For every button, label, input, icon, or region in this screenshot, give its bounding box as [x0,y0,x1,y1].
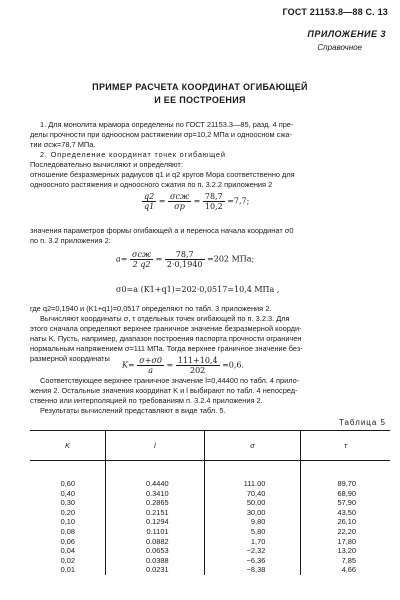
section-title-line-2: И ЕЕ ПОСТРОЕНИЯ [154,95,246,105]
paragraph-2-line-3: одноосного растяжения и одноосного сжатия по п. 3.2.2 приложения 2 [30,180,273,189]
paragraph-5-line-2: жения 2. Остальные значения координат K и l выбирают по табл. 4 непосред- [30,386,298,395]
table-header-tau: τ [301,431,390,461]
table-header-sigma: σ [204,431,301,461]
table-cell: 17,80 [301,537,390,547]
appendix-note: Справочное [317,43,362,52]
formula-a-den2: 2·0,1940 [166,260,203,269]
table-cell: 43,50 [301,508,390,518]
table-cell: 4,66 [301,565,390,575]
paragraph-1-line-1: 1. Для монолита мрамора определены по ГОСТ 21153.3—85, разд. 4 пре- [40,120,294,129]
formula-ratio-lhs-num: q2 [144,192,155,201]
table-cell: 7,85 [301,556,390,566]
formula-a: a= $\frac{\text{σсж}}{2 q2}$ = $\frac{78,7}{2\cdot 0,1940}$ =202 МПа; [116,250,255,269]
formula-ratio-mid-den: σр [174,202,185,211]
formula-a-result: =202 МПа; [207,254,255,264]
paragraph-4-line-4: наты K. Пусть, например, диапазон построения паспорта прочности ограничен [30,334,302,343]
formula-ratio-rhs-den: 10,2 [204,202,223,211]
formula-a-den1: 2 q2 [132,260,151,269]
table-row [30,489,390,499]
paragraph-4-line-2: Вычисляют координаты σ, τ отдельных точек огибающей по п. 3.2.3. Для [40,314,290,323]
paragraph-2-line-2: отношение безразмерных радиусов q1 и q2 кругов Мора соответственно для [30,170,295,179]
table-header-k: K [30,431,106,461]
table-cell: 57,90 [301,498,390,508]
table-cell: 111.00 [204,461,301,489]
table-cell: 50,00 [204,498,301,508]
paragraph-5-line-1: Соответствующее верхнее граничное значение l=0,44400 по табл. 4 прило- [40,376,300,385]
table-cell: 0,60 [60,479,75,488]
table-row [30,498,390,508]
formula-ratio-mid-num: σсж [170,192,190,201]
table-cell: 1,70 [204,537,301,547]
paragraph-3-line-2: по п. 3.2 приложения 2: [30,236,111,245]
table-row [30,461,390,489]
formula-a-num1: σсж [132,250,152,259]
paragraph-1-line-3: тии σсж=78,7 МПа. [30,140,96,149]
table-cell: 0,02 [60,555,75,565]
table-cell: 89,70 [301,461,390,489]
table-cell: −6,36 [204,556,301,566]
paragraph-2-line-1: Последовательно вычисляют и определяют: [30,160,183,169]
results-table [30,430,390,575]
formula-k-den1: a [148,366,153,375]
paragraph-4-line-6: размерной координаты [30,354,110,363]
table-cell: 0,01 [60,565,75,575]
table-cell: 0.0388 [106,556,205,566]
formula-k-num2: 111+10,4 [177,356,218,365]
table-cell: 0.0882 [106,537,205,547]
paragraph-4-line-1: где q2=0,1940 и (K1+q1)=0,0517 определяют по табл. 3 приложения 2. [30,304,272,313]
table-row [30,546,390,556]
table-cell: 9,80 [204,517,301,527]
paragraph-1-line-2: делы прочности при одноосном растяжении σр=10,2 МПа и одноосном сжа- [30,130,292,139]
table-cell: 0.0653 [106,546,205,556]
table-cell: 0,04 [60,546,75,556]
table-cell: 0,40 [60,488,75,498]
paragraph-2-heading: 2. Определение координат точек огибающей [40,150,226,159]
table-cell: 0,06 [60,536,75,546]
table-cell: 0,30 [60,498,75,508]
formula-k: K= $\frac{\sigma+\sigma 0}{a}$ = $\frac{111+10,4}{202}$ =0,6. [122,356,245,375]
table-cell: −2,32 [204,546,301,556]
paragraph-4-line-5: нормальным напряжением σ=111 МПа. Тогда верхнее граничное значение без- [30,344,303,353]
formula-ratio-rhs-num: 78,7 [204,192,223,201]
table-cell: 0.1294 [106,517,205,527]
paragraph-4-line-3: этого сначала определяют верхнее граничное значение безразмерной коорди- [30,324,302,333]
table-row [30,537,390,547]
table-header-l: l [106,431,205,461]
table-cell: 13,20 [301,546,390,556]
formula-ratio-result: =7,7; [227,196,250,206]
table-cell: 0.1101 [106,527,205,537]
table-cell: 26,10 [301,517,390,527]
table-body [30,461,390,575]
table-row [30,565,390,575]
table-header-row [30,431,390,461]
table-cell: 0,08 [60,526,75,536]
table-row [30,556,390,566]
table-cell: 0.3410 [106,489,205,499]
formula-sigma0: σ0=a (K1+q1)=202·0,0517=10,4 МПа , [116,285,280,294]
table-cell: 30,00 [204,508,301,518]
section-title-line-1: ПРИМЕР РАСЧЕТА КООРДИНАТ ОГИБАЮЩЕЙ [92,82,308,92]
paragraph-3-line-1: значения параметров формы огибающей a и переноса начала координат σ0 [30,226,294,235]
table-cell: −8,38 [204,565,301,575]
table-row [30,527,390,537]
table-caption: Таблица 5 [338,418,386,427]
formula-k-result: =0,6. [222,360,245,370]
table-cell: 0,20 [60,507,75,517]
paragraph-5-line-3: ственно или интерполяцией по требованиям п. 3.2.4 приложения 2. [30,396,263,405]
table-cell: 0.0231 [106,565,205,575]
paragraph-5-line-4: Результаты вычислений представляют в виде табл. 5. [40,406,226,415]
table-cell: 0.4440 [106,461,205,489]
appendix-title: ПРИЛОЖЕНИЕ 3 [307,29,386,39]
table-cell: 0.2151 [106,508,205,518]
page-header: ГОСТ 21153.8—88 С. 13 [282,7,388,17]
formula-ratio-lhs-den: q1 [144,202,155,211]
table-cell: 70,40 [204,489,301,499]
formula-k-num1: σ+σ0 [139,356,162,365]
table-cell: 68,90 [301,489,390,499]
formula-k-lhs: K= [122,360,135,370]
table-cell: 0,10 [60,517,75,527]
formula-a-num2: 78,7 [165,250,205,260]
table-row [30,517,390,527]
table-cell: 22,20 [301,527,390,537]
formula-a-lhs: a= [116,254,128,264]
table-cell: 5,80 [204,527,301,537]
table-row [30,508,390,518]
table-cell: 0.2865 [106,498,205,508]
formula-k-den2: 202 [190,366,206,375]
formula-ratio: $\frac{q2}{q1}$ = $\frac{\text{σсж}}{\sigma р}$ = $\frac{78,7}{10,2}$ =7,7; [144,192,250,211]
